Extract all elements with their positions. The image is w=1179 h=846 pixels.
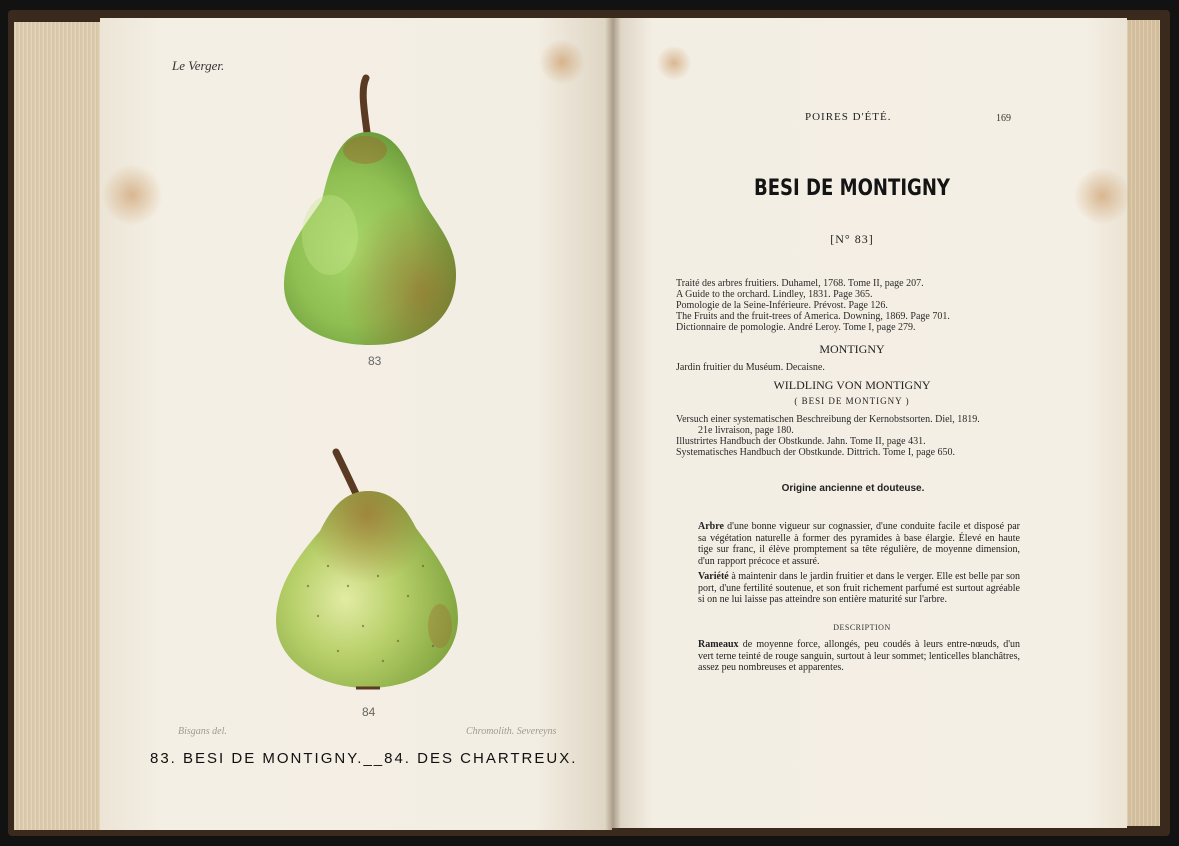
reference-line: Pomologie de la Seine-Inférieure. Prévost. Page 126.	[676, 300, 888, 311]
arbre-paragraph	[698, 521, 1020, 567]
synonym-heading: WILDLING VON MONTIGNY	[773, 378, 931, 392]
reference-line: Traité des arbres fruitiers. Duhamel, 1768. Tome II, page 207.	[676, 278, 924, 289]
reference-line: A Guide to the orchard. Lindley, 1831. Page 365.	[676, 289, 873, 300]
synonym-references	[676, 362, 1036, 373]
paragraph-text: à maintenir dans le jardin fruitier et dans le verger. Elle est belle par son port, d'une fertilité soutenue, et son fruit richement parfumé est surtout agréable si on ne lui laisse pas atteindre son entière maturité sur l'arbre.	[698, 571, 1020, 605]
paragraph-label: Rameaux	[698, 639, 739, 650]
plate-header: Le Verger.	[172, 58, 225, 73]
page-edges-right	[1122, 20, 1160, 826]
foxing-stain	[1074, 166, 1130, 226]
paragraph-text: de moyenne force, allongés, peu coudés à leurs entre-nœuds, d'un vert terne teinté de rouge sanguin, surtout à leur sommet; lenticelles blanchâtres, assez peu nombreuses et apparentes.	[698, 639, 1020, 673]
reference-line: Versuch einer systematischen Beschreibung der Kernobstsorten. Diel, 1819.	[676, 414, 980, 425]
origin-note: Origine ancienne et douteuse.	[781, 483, 925, 494]
paragraph-label: Arbre	[698, 521, 724, 532]
foxing-stain	[100, 165, 164, 225]
credit-artist: Bisgans del.	[178, 726, 227, 737]
pear-83-illustration	[270, 70, 470, 355]
reference-line: Jardin fruitier du Muséum. Decaisne.	[676, 362, 825, 373]
variety-number: [N° 83]	[830, 232, 874, 246]
figure-number-84: 84	[362, 705, 376, 719]
foxing-stain	[655, 46, 693, 80]
credit-lithographer: Chromolith. Severeyns	[466, 726, 557, 737]
paragraph-label: Variété	[698, 571, 729, 582]
running-head: POIRES D'ÉTÉ.	[805, 111, 892, 123]
reference-line: 21e livraison, page 180.	[698, 425, 794, 436]
reference-line: Illustrirtes Handbuch der Obstkunde. Jahn. Tome II, page 431.	[676, 436, 926, 447]
reference-line: Systematisches Handbuch der Obstkunde. Dittrich. Tome I, page 650.	[676, 447, 956, 458]
page-edges-left	[14, 22, 112, 830]
reference-line: The Fruits and the fruit-trees of America. Downing, 1869. Page 701.	[676, 311, 950, 322]
synonym-references	[676, 414, 1036, 458]
page-number: 169	[996, 113, 1011, 124]
reference-line: Dictionnaire de pomologie. André Leroy. Tome I, page 279.	[676, 322, 916, 333]
pear-84-illustration	[268, 446, 468, 696]
figure-number-83: 83	[368, 354, 382, 368]
description-heading: DESCRIPTION	[833, 623, 891, 632]
variete-paragraph	[698, 571, 1020, 606]
plate-caption: 83. BESI DE MONTIGNY.__84. DES CHARTREUX.	[150, 750, 578, 767]
paragraph-text: d'une bonne vigueur sur cognassier, d'une conduite facile et disposé par sa végétation naturelle à former des pyramides à base élargie. Élevé en haute tige sur franc, il élève promptement sa tête régulière, de moyenne dimension, d'un rapport précoce et assuré.	[698, 521, 1021, 567]
synonym-subheading: ( BESI DE MONTIGNY )	[794, 396, 910, 406]
bibliography-references	[676, 278, 1036, 333]
book-gutter	[605, 18, 621, 830]
synonym-heading: MONTIGNY	[819, 342, 885, 356]
variety-title: BESI DE MONTIGNY	[753, 176, 951, 201]
rameaux-paragraph	[698, 639, 1020, 674]
foxing-stain	[538, 40, 586, 84]
